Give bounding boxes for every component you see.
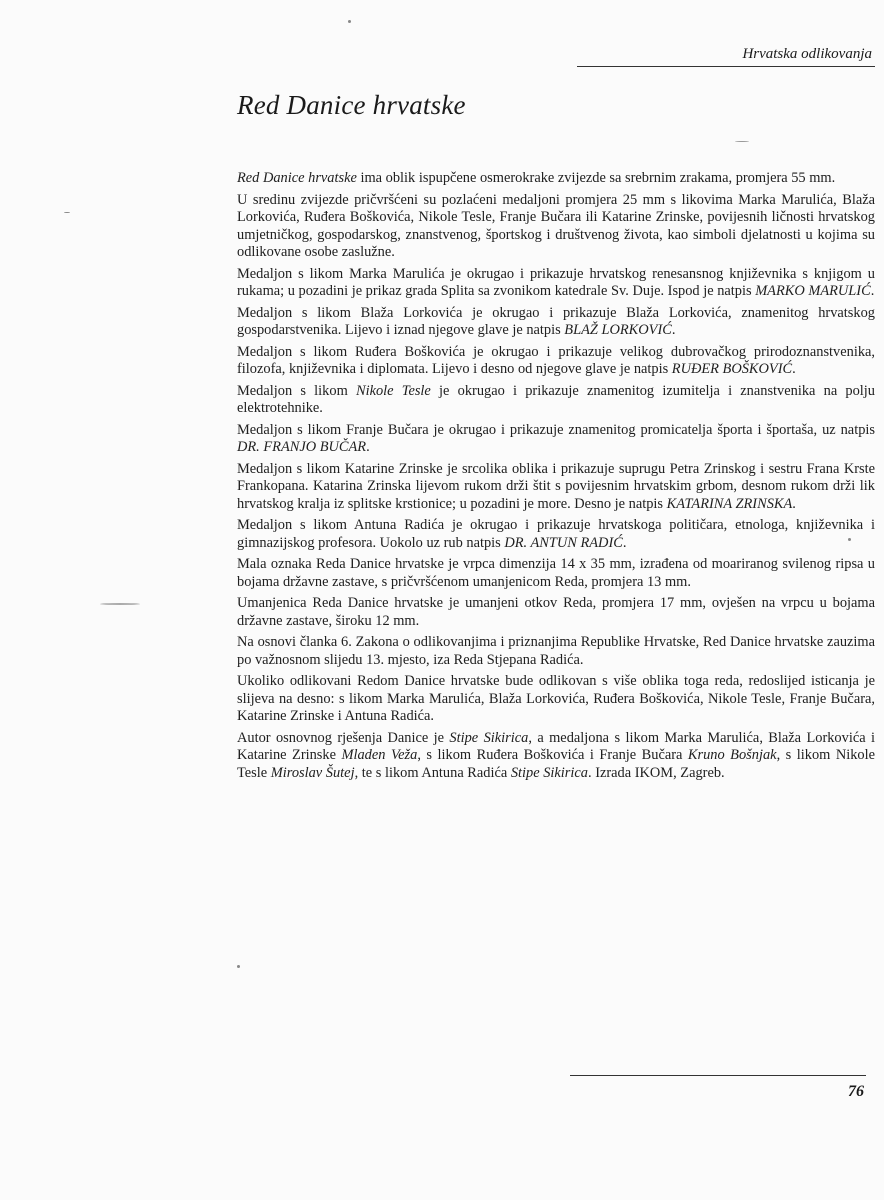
page-number: 76 [848, 1083, 864, 1100]
paragraph: Medaljon s likom Katarine Zrinske je srcolika oblika i prikazuje suprugu Petra Zrinskog i sestru Frana Krste Frankopana. Katarina Zrinska lijevom rukom drži štit s povijesnim hrvatskim grbom, desnom rukom drži lik hrvatskog kralja iz splitske krstionice; u pozadini je more. Desno je natpis KATARINA ZRINSKA. [237, 460, 875, 512]
scan-speck [64, 212, 70, 213]
paragraph: Red Danice hrvatske ima oblik ispupčene osmerokrake zvijezde sa srebrnim zrakama, promjera 55 mm. [237, 170, 836, 186]
paragraph: Autor osnovnog rješenja Danice je Stipe Sikirica, a medaljona s likom Marka Marulića, Blaža Lorkovića i Katarine Zrinske Mladen Veža, s likom Ruđera Boškovića i Franje Bučara Kruno Bošnjak, s likom Nikole Tesle Miroslav Šutej, te s likom Antuna Radića Stipe Sikirica. Izrada IKOM, Zagreb. [237, 729, 875, 781]
paragraph: Mala oznaka Reda Danice hrvatske je vrpca dimenzija 14 x 35 mm, izrađena od moariranog svilenog ripsa u bojama državne zastave, s pričvršćenom umanjenicom Reda, promjera 13 mm. [237, 556, 875, 590]
author-name: Kruno Bošnjak [687, 747, 777, 763]
order-name: Red Danice hrvatske [237, 170, 357, 186]
person-name: Nikole Tesle [355, 382, 431, 399]
footer-divider [570, 1075, 866, 1076]
paragraph: Umanjenica Reda Danice hrvatske je umanjeni otkov Reda, promjera 17 mm, ovješen na vrpcu u bojama državne zastave, široku 12 mm. [237, 595, 875, 629]
author-name: Stipe Sikirica [510, 764, 588, 781]
paragraph: Medaljon s likom Nikole Tesle je okrugao i prikazuje znamenitog izumitelja i znanstvenika na polju elektrotehnike. [237, 382, 876, 416]
inscription: DR. FRANJO BUČAR [237, 439, 367, 455]
author-name: Stipe Sikirica [449, 729, 529, 746]
scan-speck [100, 603, 140, 605]
inscription: MARKO MARULIĆ [755, 283, 871, 299]
paragraph: Medaljon s likom Ruđera Boškovića je okrugao i prikazuje velikog dubrovačkog prirodoznanstvenika, filozofa, književnika i diplomata. Lijevo i desno od njegove glave je natpis RUĐER BOŠKOVIĆ. [237, 343, 875, 377]
inscription: DR. ANTUN RADIĆ [504, 534, 623, 551]
scan-speck [735, 141, 749, 142]
scan-speck [237, 965, 240, 968]
paragraph: Medaljon s likom Antuna Radića je okrugao i prikazuje hrvatskoga političara, etnologa, književnika i gimnazijskog profesora. Uokolo uz rub natpis DR. ANTUN RADIĆ. [237, 517, 875, 551]
running-header: Hrvatska odlikovanja [742, 46, 872, 62]
scan-speck [348, 20, 351, 23]
paragraph: Medaljon s likom Marka Marulića je okrugao i prikazuje hrvatskog renesansnog književnika s knjigom u rukama; u pozadini je prikaz grada Splita sa zvonikom katedrale Sv. Duje. Ispod je natpis MARKO MARULIĆ. [237, 265, 875, 299]
article-body [237, 170, 875, 786]
inscription: RUĐER BOŠKOVIĆ [671, 361, 793, 377]
paragraph: U sredinu zvijezde pričvršćeni su pozlaćeni medaljoni promjera 25 mm s likovima Marka Marulića, Blaža Lorkovića, Ruđera Boškovića, Nikole Tesle, Franje Bučara ili Katarine Zrinske, povijesnih ličnosti hrvatskog umjetničkog, gospodarskog, znanstvenog, športskog i društvenog života, kao simboli djelatnosti u kojima su odlikovane osobe zaslužne. [237, 191, 875, 260]
inscription: BLAŽ LORKOVIĆ [564, 322, 672, 338]
paragraph: Medaljon s likom Franje Bučara je okrugao i prikazuje znamenitog promicatelja športa i športaša, uz natpis DR. FRANJO BUČAR. [237, 421, 875, 455]
paragraph: Medaljon s likom Blaža Lorkovića je okrugao i prikazuje Blaža Lorkovića, znamenitog hrvatskog gospodarstvenika. Lijevo i iznad njegove glave je natpis BLAŽ LORKOVIĆ. [237, 304, 875, 338]
page-title: Red Danice hrvatske [237, 90, 466, 120]
author-name: Mladen Veža [341, 747, 418, 763]
scan-speck [848, 538, 851, 541]
header-divider [577, 66, 875, 67]
author-name: Miroslav Šutej [270, 764, 355, 781]
paragraph: Ukoliko odlikovani Redom Danice hrvatske bude odlikovan s više oblika toga reda, redoslijed isticanja je slijeva na desno: s likom Marka Marulića, Blaža Lorkovića, Ruđera Boškovića, Nikole Tesle, Franje Bučara, Katarine Zrinske i Antuna Radića. [237, 673, 875, 724]
paragraph: Na osnovi članka 6. Zakona o odlikovanjima i priznanjima Republike Hrvatske, Red Danice hrvatske zauzima po važnosnom slijedu 13. mjesto, iza Reda Stjepana Radića. [237, 634, 875, 668]
inscription: KATARINA ZRINSKA [666, 495, 793, 512]
